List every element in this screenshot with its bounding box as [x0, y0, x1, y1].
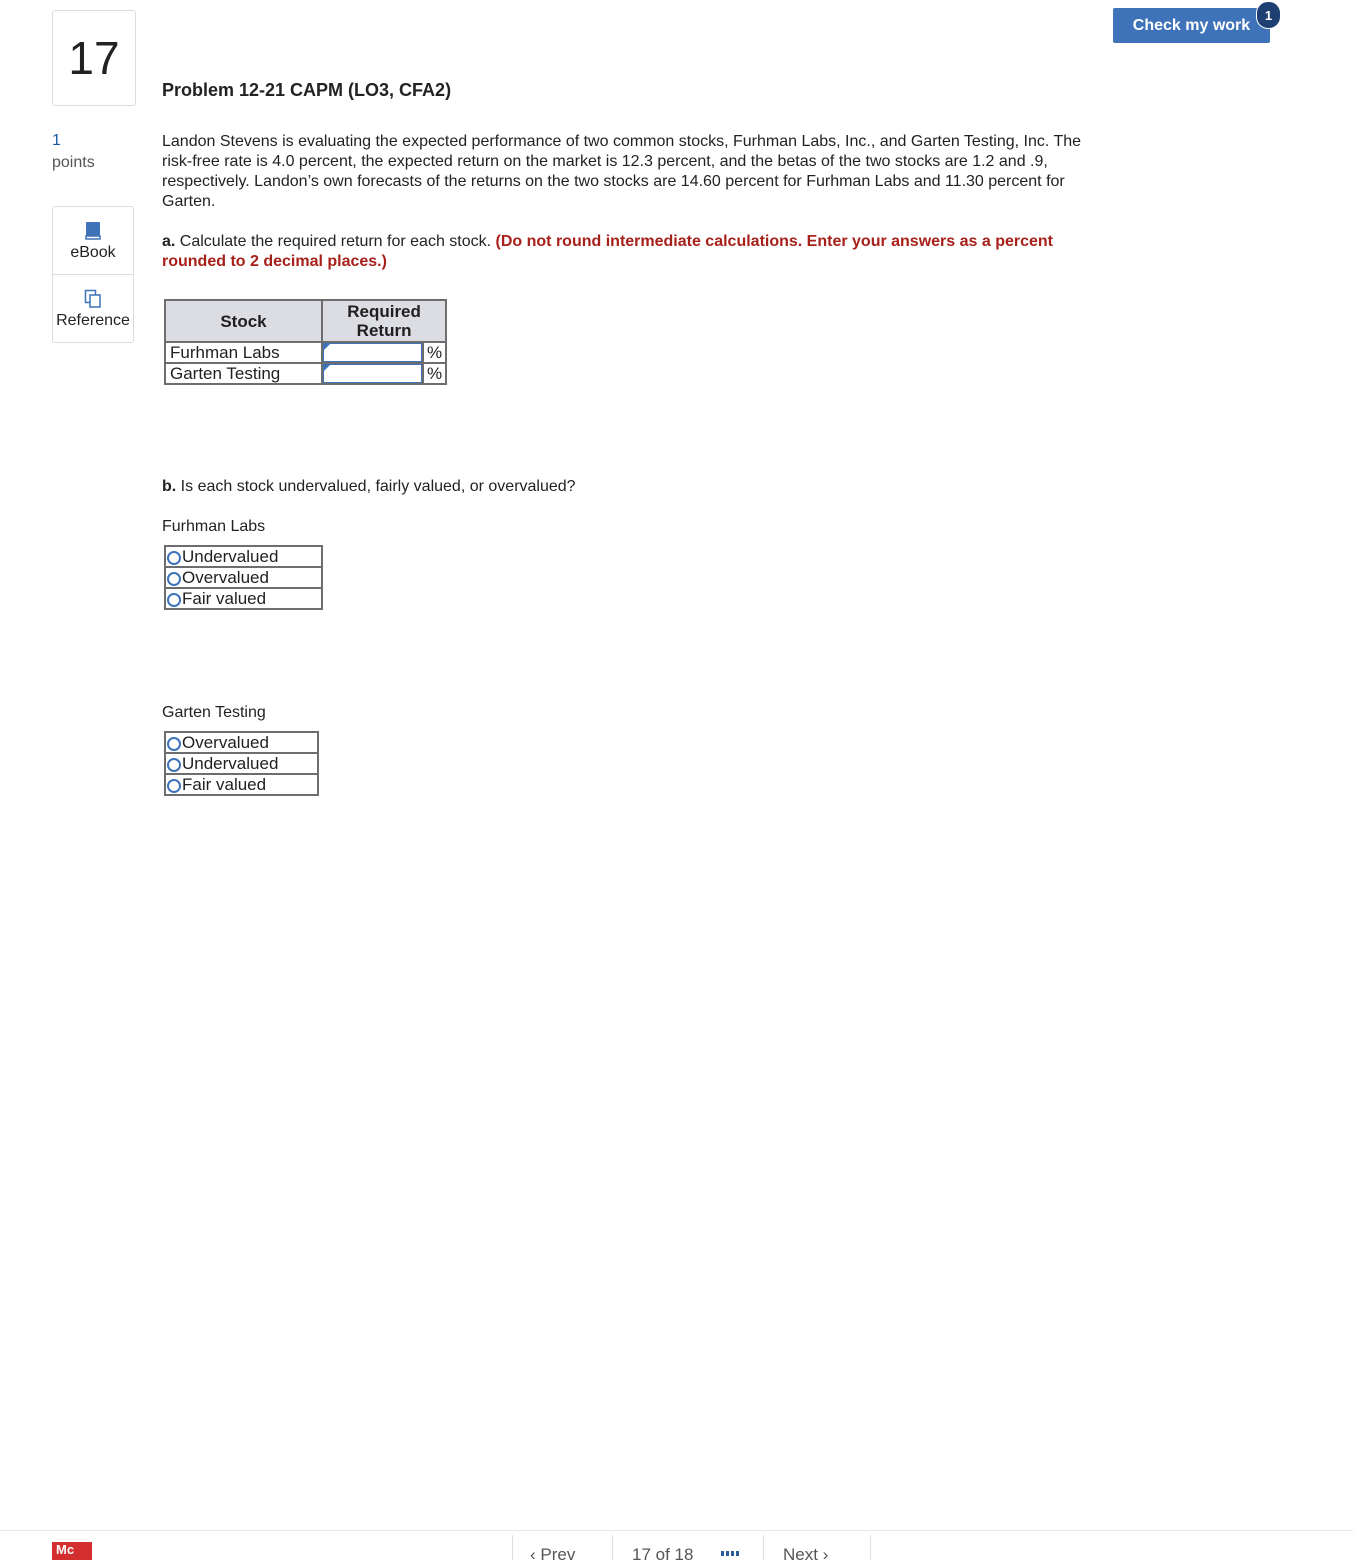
furhman-valuation-label: Furhman Labs [162, 518, 266, 535]
part-a-prompt [162, 232, 1112, 272]
reference-button[interactable] [53, 274, 133, 342]
part-b-prompt [162, 478, 576, 496]
mcgraw-hill-logo: Mc [52, 1542, 92, 1560]
percent-unit: % [423, 363, 446, 384]
option-label: Undervalued [182, 547, 279, 566]
check-count-badge: 1 [1256, 1, 1281, 29]
garten-required-return-input[interactable] [323, 364, 422, 383]
nav-divider [870, 1535, 871, 1560]
col-header-required-return [322, 300, 446, 342]
furhman-option-overvalued[interactable] [165, 567, 322, 588]
next-button[interactable]: Next › [783, 1545, 829, 1560]
book-icon [84, 220, 102, 242]
nav-divider [763, 1535, 764, 1560]
ebook-button[interactable] [53, 207, 133, 274]
input-marker-icon [324, 365, 330, 371]
furhman-valuation-options [164, 545, 323, 610]
prev-button[interactable]: ‹ Prev [530, 1545, 576, 1560]
option-label: Undervalued [182, 754, 279, 773]
option-label: Fair valued [182, 589, 267, 608]
required-return-table [164, 299, 447, 385]
table-row [165, 363, 446, 384]
radio-circle-icon[interactable] [167, 779, 181, 793]
percent-unit: % [423, 342, 446, 363]
radio-circle-icon[interactable] [167, 593, 181, 607]
stock-name-cell: Furhman Labs [165, 342, 322, 363]
part-a-label: a. [162, 233, 176, 250]
part-a-instruction: (Do not round intermediate calculations. Enter your answers as a percent rounded to 2 decimal places.) [162, 233, 1053, 270]
furhman-required-return-input[interactable] [323, 343, 422, 362]
garten-valuation-label: Garten Testing [162, 704, 266, 721]
check-my-work-button[interactable]: Check my work [1113, 8, 1270, 43]
furhman-option-fair-valued[interactable] [165, 588, 322, 609]
option-label: Overvalued [182, 568, 269, 587]
garten-option-fair-valued[interactable] [165, 774, 318, 795]
tool-panel [52, 206, 134, 343]
points-label: points [52, 154, 95, 171]
radio-circle-icon[interactable] [167, 551, 181, 565]
garten-valuation-options [164, 731, 319, 796]
points-value: 1 [52, 132, 61, 149]
stock-name-cell: Garten Testing [165, 363, 322, 384]
radio-circle-icon[interactable] [167, 572, 181, 586]
question-number: 17 [52, 10, 136, 106]
col-header-required-line2: Return [356, 321, 412, 340]
radio-circle-icon[interactable] [167, 758, 181, 772]
input-marker-icon [324, 344, 330, 350]
nav-divider [612, 1535, 613, 1560]
problem-intro: Landon Stevens is evaluating the expected performance of two common stocks, Furhman Labs, Inc., and Garten Testing, Inc. The risk-free rate is 4.0 percent, the expected return on the market is 12.3 percent, and the betas of the two stocks are 1.2 and .9, respectively. Landon’s own forecasts of the returns on the two stocks are 14.60 percent for Furhman Labs and 11.30 percent for Garten. [162, 133, 1082, 210]
option-label: Fair valued [182, 775, 267, 794]
question-grid-icon[interactable] [721, 1551, 739, 1557]
answer-cell [322, 342, 423, 363]
garten-option-overvalued[interactable] [165, 732, 318, 753]
answer-cell [322, 363, 423, 384]
col-header-stock: Stock [165, 300, 322, 342]
garten-option-undervalued[interactable] [165, 753, 318, 774]
furhman-option-undervalued[interactable] [165, 546, 322, 567]
reference-label: Reference [56, 311, 130, 329]
nav-divider [512, 1535, 513, 1560]
footer-bar [0, 1530, 1353, 1560]
question-counter: 17 of 18 [632, 1545, 694, 1560]
part-b-label: b. [162, 478, 177, 495]
copy-pages-icon [84, 288, 102, 310]
table-row [165, 342, 446, 363]
ebook-label: eBook [70, 243, 116, 261]
col-header-required-line1: Required [347, 302, 421, 321]
part-b-text: Is each stock undervalued, fairly valued, or overvalued? [180, 478, 576, 495]
problem-title: Problem 12-21 CAPM (LO3, CFA2) [162, 80, 452, 100]
radio-circle-icon[interactable] [167, 737, 181, 751]
part-a-text: Calculate the required return for each stock. [179, 233, 492, 250]
option-label: Overvalued [182, 733, 269, 752]
